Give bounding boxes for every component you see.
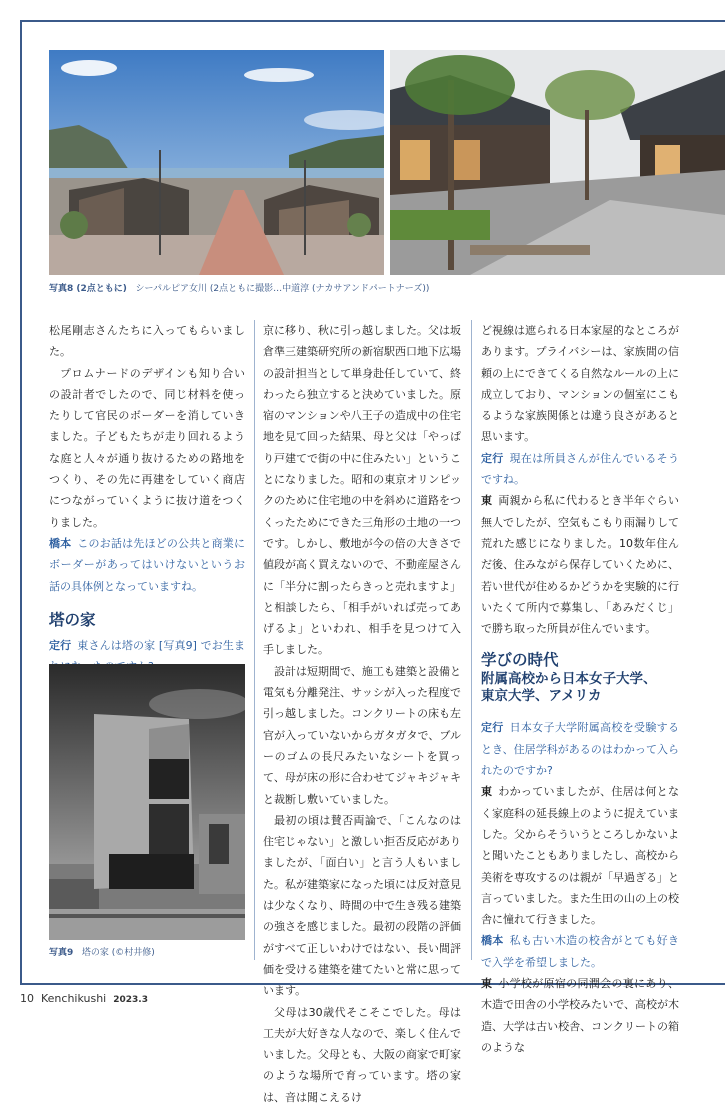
caption-9-label: 写真9: [49, 948, 74, 958]
column-3: [481, 320, 679, 1058]
photo-8-plaza: [390, 50, 725, 275]
col3-remark-azuma: [481, 490, 679, 639]
col3-remark-azuma-3: [481, 973, 679, 1058]
magazine-name: Kenchikushi: [41, 992, 107, 1005]
heading-line-2: 附属高校から日本女子大学、: [481, 671, 657, 688]
caption-8-label: 写真8 (2点ともに): [49, 284, 127, 294]
caption-9-text: 塔の家 (©村井修): [81, 948, 155, 958]
col3-remark-azuma-2: [481, 781, 679, 930]
remark-text: このお話は先ほどの公共と商業にボーダーがあってはいけないというお話の具体例となっていますね。: [49, 536, 245, 593]
remark-text: 私も古い木造の校舎がとても好きで入学を希望しました。: [481, 934, 679, 969]
plaza-photo-image: [390, 50, 725, 275]
speaker-label: 定行: [49, 638, 72, 652]
column-divider-1: [254, 320, 255, 960]
speaker-label: 定行: [481, 721, 504, 735]
col2-paragraph-2: 設計は短期間で、施工も建築と設備と電気も分離発注、サッシが入った程度で引っ越しました。コンクリートの床も左官が入っていないからガタガタで、ブルーのゴムの長尺みたいなシートを買って、母が床の形に合わせてジャキジャキと裁断し敷いていました。: [263, 664, 461, 806]
col1-paragraph-2: プロムナードのデザインも知り合いの設計者でしたので、同じ材料を使ったりして官民のボーダーを消していきました。子どもたちが走り回れるような庭と人々が通り抜けるための路地をつくり、その先に再建をしていく商店につながっていくように抜け道をつくりました。: [49, 366, 245, 529]
remark-text: 両親から私に代わるとき半年ぐらい無人でしたが、空気もこもり雨漏りして荒れた感じになりました。10数年住んだ後、住みながら保存していくために、若い世代が住めるかどうかを実験的に行いたくて所内で募集し、「あみだくじ」で勝ち取った所員が住んでいます。: [481, 494, 679, 636]
speaker-label: 橋本: [49, 536, 72, 550]
heading-line-3: 東京大学、アメリカ: [481, 688, 602, 705]
col1-remark-hashimoto: [49, 533, 245, 597]
speaker-label: 東: [481, 785, 493, 799]
speaker-label: 東: [481, 494, 493, 508]
speaker-label: 定行: [481, 451, 504, 465]
photo-8-harbor: [49, 50, 384, 275]
caption-8-text: シーパルピア女川 (2点ともに撮影…中道淳 (ナカサアンドパートナーズ)): [135, 284, 430, 294]
remark-text: わかっていましたが、住居は何となく家庭科の延長線上のように捉えていました。父からそういうところしかないよと聞いたこともありましたし、高校から美術を専攻するのは親が「早過ぎる」と言っていました。また生田の山の上の校舎に憧れて行きました。: [481, 785, 679, 927]
speaker-label: 東: [481, 977, 493, 991]
remark-text: 東さんは塔の家 [写真9] でお生ま: [77, 638, 246, 652]
remark-text: 現在は所員さんが住んでいるそうですね。: [481, 451, 679, 487]
column-2: [263, 320, 461, 1108]
col3-remark-sadayuki: [481, 448, 679, 491]
col3-remark-sadayuki-2: [481, 717, 679, 781]
heading-line-1: 学びの時代: [481, 651, 559, 670]
remark-text: 小学校が原宿の同潤会の裏にあり、木造で田舎の小学校みたいで、高校が木造、大学は古い校舎、コンクリートの箱のような: [481, 977, 679, 1054]
section-heading-tower-house: 塔の家: [49, 610, 96, 629]
issue-date: 2023.3: [113, 995, 148, 1005]
harbor-photo-image: [49, 50, 384, 275]
col1-paragraph-1: 松尾剛志さんたちに入ってもらいました。: [49, 324, 245, 359]
section-heading-study-years: [481, 649, 679, 705]
tower-house-photo-image: [49, 664, 245, 940]
col2-paragraph-3: 最初の頃は賛否両論で、「こんなのは住宅じゃない」と激しい拒否反応がありましたが、「面白い」と言う人もいました。私が建築家になった頃には反対意見は少なくなり、時間の中で生き残る建築の強さを感じました。最初の段階の評価がすべて正しいわけではない、長い間評価を受ける建築を建てたいと常に思っています。: [263, 813, 461, 998]
caption-photo-8: [49, 281, 429, 294]
col3-remark-hashimoto: [481, 930, 679, 973]
col3-paragraph-1: ど視線は遮られる日本家屋的なところがあります。プライバシーは、家族間の信頼の上にできてくる自然なルールの上に成立しており、マンションの個室にこもるような家族関係とは違う良さがあると思います。: [481, 324, 679, 444]
column-1: [49, 320, 245, 720]
page-footer: [20, 992, 148, 1005]
column-divider-2: [471, 320, 472, 960]
page-number: 10: [20, 992, 34, 1005]
col2-paragraph-1: 京に移り、秋に引っ越しました。父は坂倉準三建築研究所の新宿駅西口地下広場の設計担当として単身赴任していて、終わったら独立すると決めていました。原宿のマンションや八王子の造成中の住宅地を見て回った結果、母と父は「やっぱり戸建てで街の中に住みたい」ということになりました。昭和の東京オリンピックのために住宅地の中を斜めに道路をつくったためにできた三角形の土地の一つです。しかし、敷地が今の倍の大きさで値段が高く買えないので、不動産屋さんに「半分に割ったらきっと売れますよ」と相談したら、「相手がいれば売ってあげるよ」といわれ、相手を見つけて入手しました。: [263, 324, 461, 657]
col2-paragraph-4: 父母は30歳代そこそこでした。母は工夫が大好きな人なので、楽しく住んでいました。父母とも、大阪の商家で町家のような場所で育っています。塔の家は、音は聞こえるけ: [263, 1005, 461, 1104]
caption-photo-9: [49, 945, 155, 958]
photo-9-tower-house: [49, 664, 245, 940]
speaker-label: 橋本: [481, 934, 504, 948]
remark-text: 日本女子大学附属高校を受験するとき、住居学科があるのはわかって入られたのですか?: [481, 721, 679, 778]
